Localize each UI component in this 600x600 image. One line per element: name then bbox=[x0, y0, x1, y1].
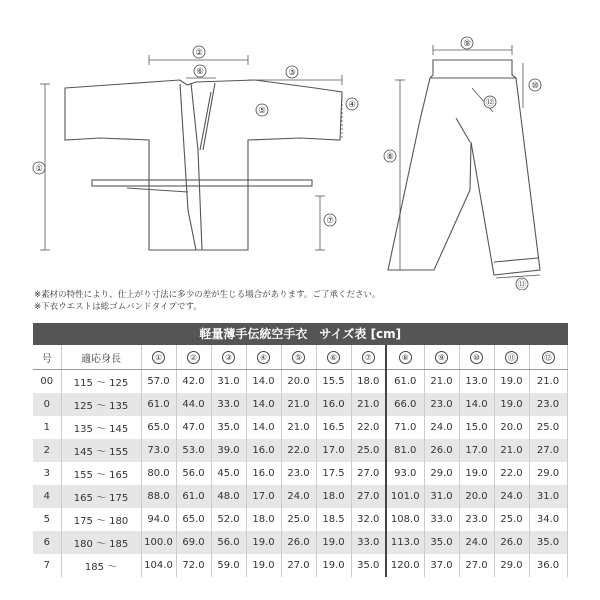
measurement-cell: 39.0 bbox=[211, 439, 246, 462]
measurement-cell: 22.0 bbox=[494, 462, 529, 485]
measurement-cell: 16.0 bbox=[246, 439, 281, 462]
column-header-number: ③ bbox=[222, 351, 235, 364]
measurement-cell: 21.0 bbox=[494, 439, 529, 462]
measurement-cell: 20.0 bbox=[281, 370, 316, 394]
measurement-cell: 18.0 bbox=[316, 485, 351, 508]
table-row bbox=[33, 416, 567, 439]
dim-label-12 bbox=[484, 96, 496, 108]
measurement-cell: 24.0 bbox=[494, 485, 529, 508]
measurement-cell: 27.0 bbox=[351, 462, 386, 485]
table-row bbox=[33, 370, 567, 394]
measurement-cell: 23.0 bbox=[281, 462, 316, 485]
measurement-cell: 73.0 bbox=[141, 439, 176, 462]
measurement-cell: 71.0 bbox=[386, 416, 424, 439]
size-number-cell: 0 bbox=[33, 393, 61, 416]
svg-text:⑩: ⑩ bbox=[531, 81, 539, 91]
measurement-cell: 101.0 bbox=[386, 485, 424, 508]
column-header-number: ⑪ bbox=[505, 351, 518, 364]
measurement-cell: 35.0 bbox=[529, 531, 567, 554]
measurement-cell: 65.0 bbox=[176, 508, 211, 531]
pants-dimensions bbox=[395, 45, 540, 278]
measurement-cell: 23.0 bbox=[424, 393, 459, 416]
measurement-cell: 21.0 bbox=[281, 393, 316, 416]
height-range-cell: 115 ～ 125 bbox=[61, 370, 141, 394]
dim-label-7 bbox=[324, 214, 336, 226]
column-header-number: ⑨ bbox=[435, 351, 448, 364]
measurement-cell: 26.0 bbox=[424, 439, 459, 462]
column-header bbox=[246, 345, 281, 370]
measurement-cell: 18.0 bbox=[246, 508, 281, 531]
measurement-cell: 31.0 bbox=[529, 485, 567, 508]
measurement-cell: 16.0 bbox=[246, 462, 281, 485]
jacket-outline bbox=[65, 80, 342, 250]
svg-text:②: ② bbox=[195, 48, 203, 58]
table-row bbox=[33, 554, 567, 577]
measurement-cell: 59.0 bbox=[211, 554, 246, 577]
measurement-cell: 14.0 bbox=[246, 393, 281, 416]
measurement-cell: 35.0 bbox=[424, 531, 459, 554]
measurement-cell: 17.0 bbox=[459, 439, 494, 462]
measurement-cell: 29.0 bbox=[494, 554, 529, 577]
column-header-number: ② bbox=[187, 351, 200, 364]
column-header-number: ⑩ bbox=[470, 351, 483, 364]
height-range-cell: 155 ～ 165 bbox=[61, 462, 141, 485]
size-number-cell: 4 bbox=[33, 485, 61, 508]
measurement-cell: 25.0 bbox=[529, 416, 567, 439]
column-header bbox=[351, 345, 386, 370]
measurement-cell: 19.0 bbox=[459, 462, 494, 485]
measurement-cell: 47.0 bbox=[176, 416, 211, 439]
table-row bbox=[33, 508, 567, 531]
svg-text:①: ① bbox=[35, 164, 43, 174]
measurement-cell: 18.0 bbox=[351, 370, 386, 394]
table-title: 軽量薄手伝統空手衣 サイズ表 [cm] bbox=[33, 323, 568, 345]
measurement-cell: 21.0 bbox=[281, 416, 316, 439]
measurement-cell: 22.0 bbox=[281, 439, 316, 462]
size-number-cell: 2 bbox=[33, 439, 61, 462]
size-number-cell: 00 bbox=[33, 370, 61, 394]
column-header bbox=[211, 345, 246, 370]
measurement-cell: 66.0 bbox=[386, 393, 424, 416]
svg-text:⑫: ⑫ bbox=[485, 98, 495, 108]
table-row bbox=[33, 485, 567, 508]
svg-text:④: ④ bbox=[348, 100, 356, 110]
dim-label-3 bbox=[286, 66, 298, 78]
measurement-cell: 25.0 bbox=[281, 508, 316, 531]
measurement-cell: 44.0 bbox=[176, 393, 211, 416]
svg-text:⑧: ⑧ bbox=[386, 152, 394, 162]
measurement-cell: 53.0 bbox=[176, 439, 211, 462]
column-header bbox=[176, 345, 211, 370]
column-header bbox=[386, 345, 424, 370]
measurement-cell: 19.0 bbox=[494, 370, 529, 394]
measurement-cell: 33.0 bbox=[351, 531, 386, 554]
column-header-number: ④ bbox=[257, 351, 270, 364]
measurement-cell: 29.0 bbox=[424, 462, 459, 485]
column-header bbox=[459, 345, 494, 370]
dim-label-10 bbox=[529, 79, 541, 91]
pants-outline bbox=[388, 60, 540, 275]
table-row bbox=[33, 531, 567, 554]
column-header bbox=[529, 345, 567, 370]
measurement-cell: 18.5 bbox=[316, 508, 351, 531]
measurement-cell: 52.0 bbox=[211, 508, 246, 531]
measurement-cell: 21.0 bbox=[424, 370, 459, 394]
note-material: ※素材の特性により、仕上がり寸法に多少の差が生じる場合があります。ご了承ください。 bbox=[34, 290, 381, 300]
svg-text:③: ③ bbox=[288, 68, 296, 78]
svg-text:⑨: ⑨ bbox=[463, 39, 471, 49]
measurement-cell: 23.0 bbox=[459, 508, 494, 531]
size-table bbox=[33, 323, 568, 577]
measurement-cell: 20.0 bbox=[459, 485, 494, 508]
table-row bbox=[33, 393, 567, 416]
column-header-number: ⑧ bbox=[399, 351, 412, 364]
column-header-number: ⑤ bbox=[292, 351, 305, 364]
measurement-cell: 19.0 bbox=[316, 531, 351, 554]
measurement-cell: 88.0 bbox=[141, 485, 176, 508]
measurement-cell: 56.0 bbox=[176, 462, 211, 485]
size-number-cell: 7 bbox=[33, 554, 61, 577]
column-header bbox=[141, 345, 176, 370]
measurement-cell: 27.0 bbox=[529, 439, 567, 462]
measurement-cell: 19.0 bbox=[316, 554, 351, 577]
measurement-cell: 15.5 bbox=[316, 370, 351, 394]
measurement-cell: 56.0 bbox=[211, 531, 246, 554]
measurement-cell: 37.0 bbox=[424, 554, 459, 577]
measurement-cell: 21.0 bbox=[529, 370, 567, 394]
measurement-cell: 94.0 bbox=[141, 508, 176, 531]
height-range-cell: 165 ～ 175 bbox=[61, 485, 141, 508]
measurement-cell: 26.0 bbox=[281, 531, 316, 554]
measurement-cell: 31.0 bbox=[424, 485, 459, 508]
note-waist: ※下衣ウエストは総ゴムバンドタイプです。 bbox=[34, 302, 202, 312]
measurement-cell: 21.0 bbox=[351, 393, 386, 416]
measurement-cell: 35.0 bbox=[351, 554, 386, 577]
measurement-cell: 93.0 bbox=[386, 462, 424, 485]
measurement-cell: 36.0 bbox=[529, 554, 567, 577]
measurement-cell: 19.0 bbox=[246, 531, 281, 554]
measurement-cell: 20.0 bbox=[494, 416, 529, 439]
measurement-cell: 61.0 bbox=[176, 485, 211, 508]
measurement-cell: 23.0 bbox=[529, 393, 567, 416]
measurement-cell: 27.0 bbox=[459, 554, 494, 577]
measurement-cell: 42.0 bbox=[176, 370, 211, 394]
column-header bbox=[424, 345, 459, 370]
table-row bbox=[33, 439, 567, 462]
dim-label-2 bbox=[193, 46, 205, 58]
measurement-cell: 72.0 bbox=[176, 554, 211, 577]
column-header bbox=[494, 345, 529, 370]
measurement-cell: 120.0 bbox=[386, 554, 424, 577]
measurement-cell: 17.0 bbox=[246, 485, 281, 508]
measurement-cell: 33.0 bbox=[211, 393, 246, 416]
svg-text:⑥: ⑥ bbox=[196, 67, 204, 77]
measurement-cell: 81.0 bbox=[386, 439, 424, 462]
measurement-cell: 24.0 bbox=[281, 485, 316, 508]
svg-text:⑪: ⑪ bbox=[517, 280, 527, 290]
table-header-row bbox=[33, 345, 567, 370]
measurement-cell: 16.0 bbox=[316, 393, 351, 416]
measurement-cell: 13.0 bbox=[459, 370, 494, 394]
measurement-cell: 113.0 bbox=[386, 531, 424, 554]
measurement-cell: 57.0 bbox=[141, 370, 176, 394]
measurement-cell: 24.0 bbox=[459, 531, 494, 554]
measurement-cell: 48.0 bbox=[211, 485, 246, 508]
column-header-number: ① bbox=[152, 351, 165, 364]
measurement-cell: 19.0 bbox=[494, 393, 529, 416]
measurement-cell: 104.0 bbox=[141, 554, 176, 577]
measurement-cell: 17.5 bbox=[316, 462, 351, 485]
measurement-cell: 25.0 bbox=[351, 439, 386, 462]
dim-label-1 bbox=[33, 162, 45, 174]
measurement-cell: 45.0 bbox=[211, 462, 246, 485]
column-header: 適応身長 bbox=[61, 345, 141, 370]
column-header-number: ⑥ bbox=[327, 351, 340, 364]
measurement-cell: 31.0 bbox=[211, 370, 246, 394]
size-number-cell: 1 bbox=[33, 416, 61, 439]
measurement-cell: 29.0 bbox=[529, 462, 567, 485]
measurement-cell: 34.0 bbox=[529, 508, 567, 531]
dim-label-11 bbox=[516, 278, 528, 290]
height-range-cell: 125 ～ 135 bbox=[61, 393, 141, 416]
column-header bbox=[281, 345, 316, 370]
svg-text:⑦: ⑦ bbox=[326, 216, 334, 226]
size-number-cell: 3 bbox=[33, 462, 61, 485]
height-range-cell: 145 ～ 155 bbox=[61, 439, 141, 462]
measurement-cell: 61.0 bbox=[141, 393, 176, 416]
height-range-cell: 180 ～ 185 bbox=[61, 531, 141, 554]
dim-label-4 bbox=[346, 98, 358, 110]
measurement-cell: 17.0 bbox=[316, 439, 351, 462]
dim-label-5 bbox=[256, 104, 268, 116]
measurement-cell: 14.0 bbox=[246, 416, 281, 439]
measurement-cell: 16.5 bbox=[316, 416, 351, 439]
measurement-cell: 24.0 bbox=[424, 416, 459, 439]
garment-diagram bbox=[0, 0, 600, 290]
measurement-cell: 69.0 bbox=[176, 531, 211, 554]
column-header bbox=[316, 345, 351, 370]
measurement-cell: 27.0 bbox=[281, 554, 316, 577]
table-row bbox=[33, 462, 567, 485]
measurement-cell: 65.0 bbox=[141, 416, 176, 439]
size-number-cell: 6 bbox=[33, 531, 61, 554]
height-range-cell: 175 ～ 180 bbox=[61, 508, 141, 531]
measurement-cell: 80.0 bbox=[141, 462, 176, 485]
measurement-cell: 19.0 bbox=[246, 554, 281, 577]
measurement-cell: 25.0 bbox=[494, 508, 529, 531]
column-header-number: ⑦ bbox=[362, 351, 375, 364]
measurement-cell: 26.0 bbox=[494, 531, 529, 554]
measurement-cell: 14.0 bbox=[246, 370, 281, 394]
dim-label-8 bbox=[384, 150, 396, 162]
measurement-cell: 61.0 bbox=[386, 370, 424, 394]
height-range-cell: 185 ～ bbox=[61, 554, 141, 577]
measurement-cell: 15.0 bbox=[459, 416, 494, 439]
height-range-cell: 135 ～ 145 bbox=[61, 416, 141, 439]
svg-text:⑤: ⑤ bbox=[258, 106, 266, 116]
size-number-cell: 5 bbox=[33, 508, 61, 531]
notes bbox=[34, 289, 380, 313]
column-header: 号 bbox=[33, 345, 61, 370]
measurement-cell: 108.0 bbox=[386, 508, 424, 531]
measurement-cell: 14.0 bbox=[459, 393, 494, 416]
measurement-cell: 100.0 bbox=[141, 531, 176, 554]
column-header-number: ⑫ bbox=[542, 351, 555, 364]
measurement-cell: 35.0 bbox=[211, 416, 246, 439]
dim-label-6 bbox=[194, 65, 206, 77]
measurement-cell: 33.0 bbox=[424, 508, 459, 531]
measurement-cell: 22.0 bbox=[351, 416, 386, 439]
measurement-cell: 32.0 bbox=[351, 508, 386, 531]
dim-label-9 bbox=[461, 37, 473, 49]
measurement-cell: 27.0 bbox=[351, 485, 386, 508]
